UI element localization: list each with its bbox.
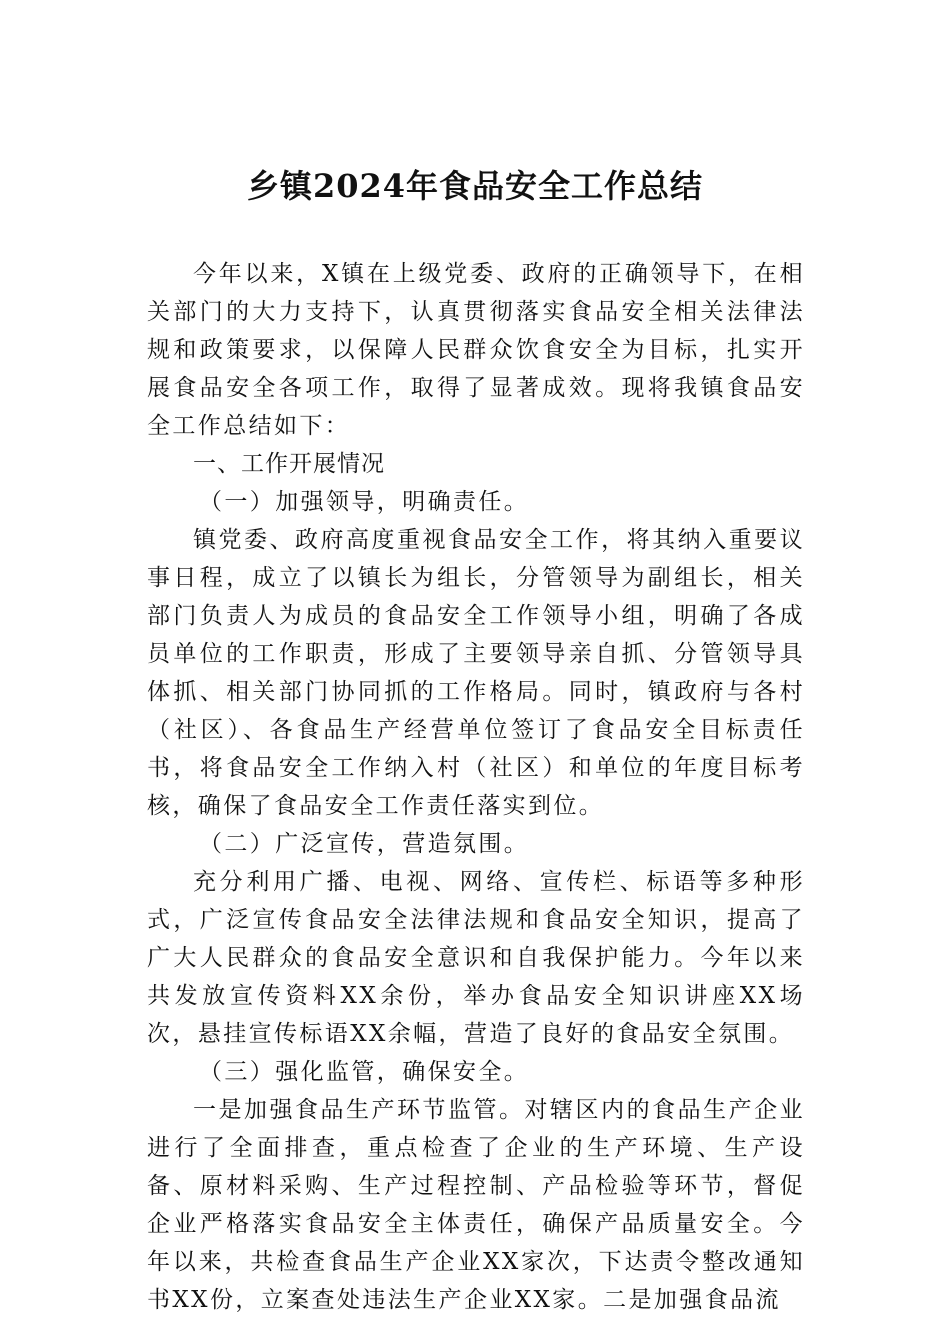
- publicity-paragraph: 充分利用广播、电视、网络、宣传栏、标语等多种形式，广泛宣传食品安全法律法规和食品安全知识，提高了广大人民群众的食品安全意识和自我保护能力。今年以来共发放宣传资料XX余份，举办食品安全知识讲座XX场次，悬挂宣传标语XX余幅，营造了良好的食品安全氛围。: [147, 869, 805, 1047]
- subsection-heading-publicity: （二）广泛宣传，营造氛围。: [199, 831, 530, 857]
- subsection-heading-supervision: （三）强化监管，确保安全。: [199, 1059, 530, 1085]
- leadership-paragraph: 镇党委、政府高度重视食品安全工作，将其纳入重要议事日程，成立了以镇长为组长，分管领导为副组长，相关部门负责人为成员的食品安全工作领导小组，明确了各成员单位的工作职责，形成了主要领导亲自抓、分管领导具体抓、相关部门协同抓的工作格局。同时，镇政府与各村（社区）、各食品生产经营单位签订了食品安全目标责任书，将食品安全工作纳入村（社区）和单位的年度目标考核，确保了食品安全工作责任落实到位。: [147, 527, 805, 819]
- supervision-paragraph: 一是加强食品生产环节监管。对辖区内的食品生产企业进行了全面排查，重点检查了企业的生产环境、生产设备、原材料采购、生产过程控制、产品检验等环节，督促企业严格落实食品安全主体责任，确保产品质量安全。今年以来，共检查食品生产企业XX家次，下达责令整改通知书XX份，立案查处违法生产企业XX家。二是加强食品流: [147, 1097, 805, 1313]
- document-title: 乡镇2024年食品安全工作总结: [246, 167, 704, 205]
- section-heading-work-progress: 一、工作开展情况: [193, 451, 385, 477]
- document-body: [147, 255, 805, 1319]
- subsection-heading-leadership: （一）加强领导，明确责任。: [199, 489, 530, 515]
- intro-paragraph: 今年以来，X镇在上级党委、政府的正确领导下，在相关部门的大力支持下，认真贯彻落实食品安全相关法律法规和政策要求，以保障人民群众饮食安全为目标，扎实开展食品安全各项工作，取得了显著成效。现将我镇食品安全工作总结如下：: [147, 261, 805, 439]
